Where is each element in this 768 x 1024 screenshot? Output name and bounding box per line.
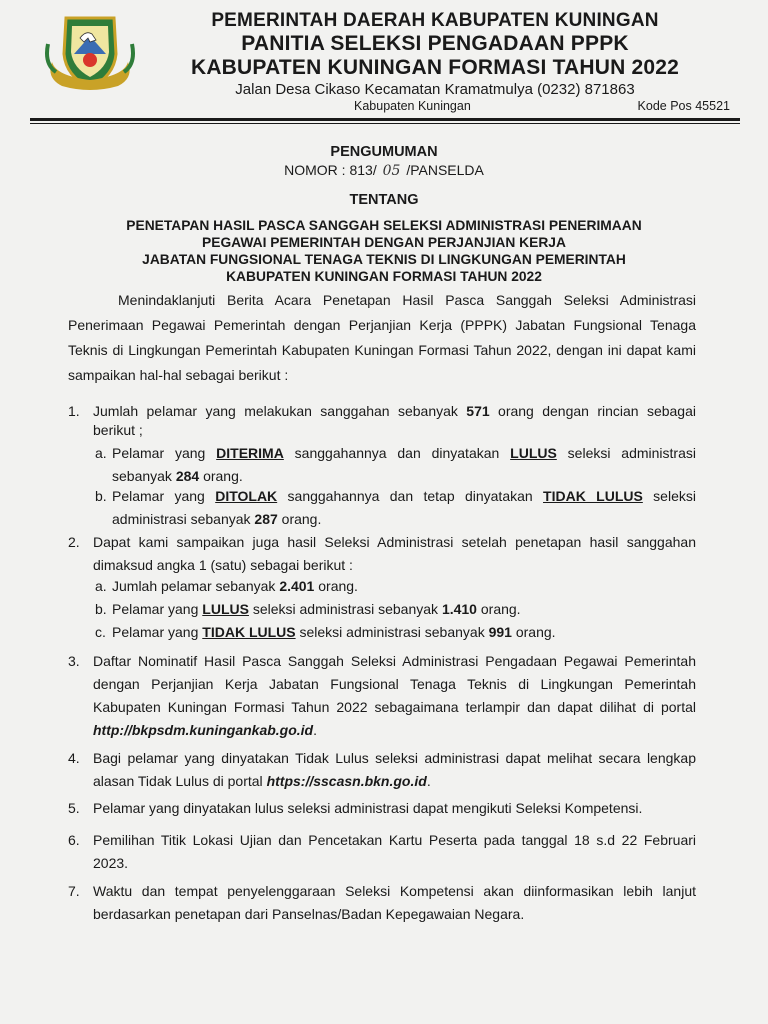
letterhead bbox=[140, 10, 730, 115]
sub-text-part: Pelamar yang bbox=[112, 624, 203, 640]
list-item bbox=[68, 829, 696, 875]
status-keyword: DITERIMA bbox=[216, 445, 284, 461]
item-text bbox=[93, 402, 696, 440]
item-text: Pelamar yang dinyatakan lulus seleksi administrasi dapat mengikuti Seleksi Kompetensi. bbox=[93, 800, 643, 816]
sub-item bbox=[95, 442, 696, 488]
item-text: Dapat kami sampaikan juga hasil Seleksi Administrasi setelah penetapan hasil sanggahan dimaksud angka 1 (satu) sebagai berikut : bbox=[93, 534, 696, 573]
number-handwritten: 05 bbox=[382, 163, 401, 179]
document-about: TENTANG bbox=[349, 192, 419, 208]
sub-item-letter: b. bbox=[95, 601, 107, 617]
item-number: 6. bbox=[68, 832, 80, 848]
status-keyword: LULUS bbox=[510, 445, 557, 461]
sub-item-letter: c. bbox=[95, 624, 106, 640]
item-number: 2. bbox=[68, 534, 80, 550]
intro-paragraph bbox=[68, 288, 696, 388]
list-item bbox=[68, 531, 696, 577]
item-text-part: orang dengan rincian sebagai berikut ; bbox=[93, 403, 696, 438]
sub-text-part: Jumlah pelamar sebanyak bbox=[112, 578, 280, 594]
list-item bbox=[68, 747, 696, 793]
number-prefix: NOMOR : 813/ bbox=[284, 162, 377, 178]
item-text-part: Bagi pelamar yang dinyatakan Tidak Lulus seleksi administrasi dapat melihat secara lengkap alasan Tidak Lulus di portal bbox=[93, 750, 696, 789]
sub-item bbox=[95, 485, 696, 531]
subject-line: PENETAPAN HASIL PASCA SANGGAH SELEKSI ADMINISTRASI PENERIMAAN bbox=[126, 218, 642, 233]
sub-text-part: Pelamar yang bbox=[112, 488, 216, 504]
sub-text-part: Pelamar yang bbox=[112, 445, 217, 461]
sub-item-letter: a. bbox=[95, 445, 107, 461]
portal-link[interactable]: http://bkpsdm.kuningankab.go.id bbox=[93, 722, 314, 738]
sub-count: 284 bbox=[175, 468, 200, 484]
item-number: 3. bbox=[68, 653, 80, 669]
item-text-part: . bbox=[313, 722, 317, 738]
sub-count: 287 bbox=[254, 511, 278, 527]
kuningan-regency-emblem-icon bbox=[44, 14, 136, 94]
sub-text-part: orang. bbox=[314, 578, 358, 594]
item-text: Waktu dan tempat penyelenggaraan Seleksi Kompetensi akan diinformasikan lebih lanjut berdasarkan penetapan dari Panselnas/Badan Kepegawaian Negara. bbox=[93, 883, 696, 922]
subject-line: PEGAWAI PEMERINTAH DENGAN PERJANJIAN KERJA bbox=[202, 235, 566, 250]
item-text: Pemilihan Titik Lokasi Ujian dan Pencetakan Kartu Peserta pada tanggal 18 s.d 22 Februari 2023. bbox=[93, 832, 696, 871]
item-number: 7. bbox=[68, 883, 80, 899]
sub-text-part: sanggahannya dan tetap dinyatakan bbox=[277, 488, 544, 504]
sub-item bbox=[95, 621, 696, 644]
sub-text-part: orang. bbox=[511, 624, 556, 640]
item-text bbox=[93, 747, 696, 793]
letterhead-location-row bbox=[140, 99, 730, 115]
sub-item bbox=[95, 598, 696, 621]
status-keyword: LULUS bbox=[202, 601, 249, 617]
sub-item-letter: a. bbox=[95, 578, 107, 594]
subject-line: KABUPATEN KUNINGAN FORMASI TAHUN 2022 bbox=[226, 269, 542, 284]
letterhead-committee: PANITIA SELEKSI PENGADAAN PPPK bbox=[241, 32, 629, 55]
letterhead-formation: KABUPATEN KUNINGAN FORMASI TAHUN 2022 bbox=[190, 56, 680, 79]
item-text-part: Jumlah pelamar yang melakukan sanggahan sebanyak bbox=[93, 403, 467, 419]
sub-text-part: orang. bbox=[277, 511, 322, 527]
item-number: 4. bbox=[68, 750, 80, 766]
status-keyword: TIDAK LULUS bbox=[202, 624, 296, 640]
sub-text-part: orang. bbox=[476, 601, 521, 617]
letterhead-divider-thick bbox=[30, 118, 740, 121]
item-count: 571 bbox=[466, 403, 490, 419]
sub-text-part: seleksi administrasi sebanyak bbox=[295, 624, 489, 640]
sub-count: 991 bbox=[488, 624, 512, 640]
number-suffix: /PANSELDA bbox=[406, 162, 484, 178]
document-subject bbox=[60, 217, 708, 285]
list-item bbox=[68, 650, 696, 742]
sub-count: 2.401 bbox=[279, 578, 315, 594]
sub-item-text bbox=[112, 485, 696, 531]
item-text bbox=[93, 650, 696, 742]
sub-item-letter: b. bbox=[95, 488, 107, 504]
document-number bbox=[60, 162, 708, 179]
intro-text: Menindaklanjuti Berita Acara Penetapan Hasil Pasca Sanggah Seleksi Administrasi Penerimaan Pegawai Pemerintah dengan Perjanjian Kerja (PPPK) Jabatan Fungsional Tenaga Teknis di Lingkungan Pemerintah Kabupaten Kuningan Formasi Tahun 2022, dengan ini dapat kami sampaikan hal-hal sebagai berikut : bbox=[68, 292, 696, 383]
letterhead-divider-thin bbox=[30, 123, 740, 124]
subject-line: JABATAN FUNGSIONAL TENAGA TEKNIS DI LINGKUNGAN PEMERINTAH bbox=[142, 252, 626, 267]
sub-text-part: sanggahannya dan dinyatakan bbox=[283, 445, 511, 461]
list-item bbox=[68, 402, 696, 440]
sub-item bbox=[95, 575, 696, 598]
letterhead-postcode: Kode Pos 45521 bbox=[637, 99, 730, 113]
letterhead-address: Jalan Desa Cikaso Kecamatan Kramatmulya (0232) 871863 bbox=[235, 81, 635, 98]
item-number: 5. bbox=[68, 800, 80, 816]
sub-text-part: seleksi administrasi sebanyak bbox=[248, 601, 442, 617]
sub-text-part: seleksi administrasi sebanyak bbox=[112, 488, 696, 527]
list-item bbox=[68, 797, 696, 820]
sub-item-text bbox=[112, 575, 696, 598]
sub-text-part: Pelamar yang bbox=[112, 601, 203, 617]
sub-text-part: seleksi administrasi sebanyak bbox=[112, 445, 696, 484]
status-keyword: DITOLAK bbox=[215, 488, 278, 504]
sub-item-text bbox=[112, 442, 696, 488]
letterhead-government: PEMERINTAH DAERAH KABUPATEN KUNINGAN bbox=[211, 10, 659, 31]
status-keyword: TIDAK LULUS bbox=[543, 488, 643, 504]
sub-item-text bbox=[112, 621, 696, 644]
portal-link[interactable]: https://sscasn.bkn.go.id bbox=[266, 773, 427, 789]
sub-item-text bbox=[112, 598, 696, 621]
item-text-part: Daftar Nominatif Hasil Pasca Sanggah Seleksi Administrasi Pengadaan Pegawai Pemerintah dengan Perjanjian Kerja Jabatan Fungsional Tenaga Teknis di Lingkungan Pemerintah Kabupaten Kuningan Formasi Tahun 2022 sebagaimana terlampir dan dapat dilihat di portal bbox=[93, 653, 696, 715]
letterhead-regency: Kabupaten Kuningan bbox=[354, 99, 471, 113]
item-text-part: . bbox=[426, 773, 431, 789]
list-item bbox=[68, 880, 696, 926]
sub-count: 1.410 bbox=[441, 601, 477, 617]
document-title: PENGUMUMAN bbox=[330, 144, 438, 160]
sub-text-part: orang. bbox=[199, 468, 243, 484]
item-number: 1. bbox=[68, 403, 80, 419]
